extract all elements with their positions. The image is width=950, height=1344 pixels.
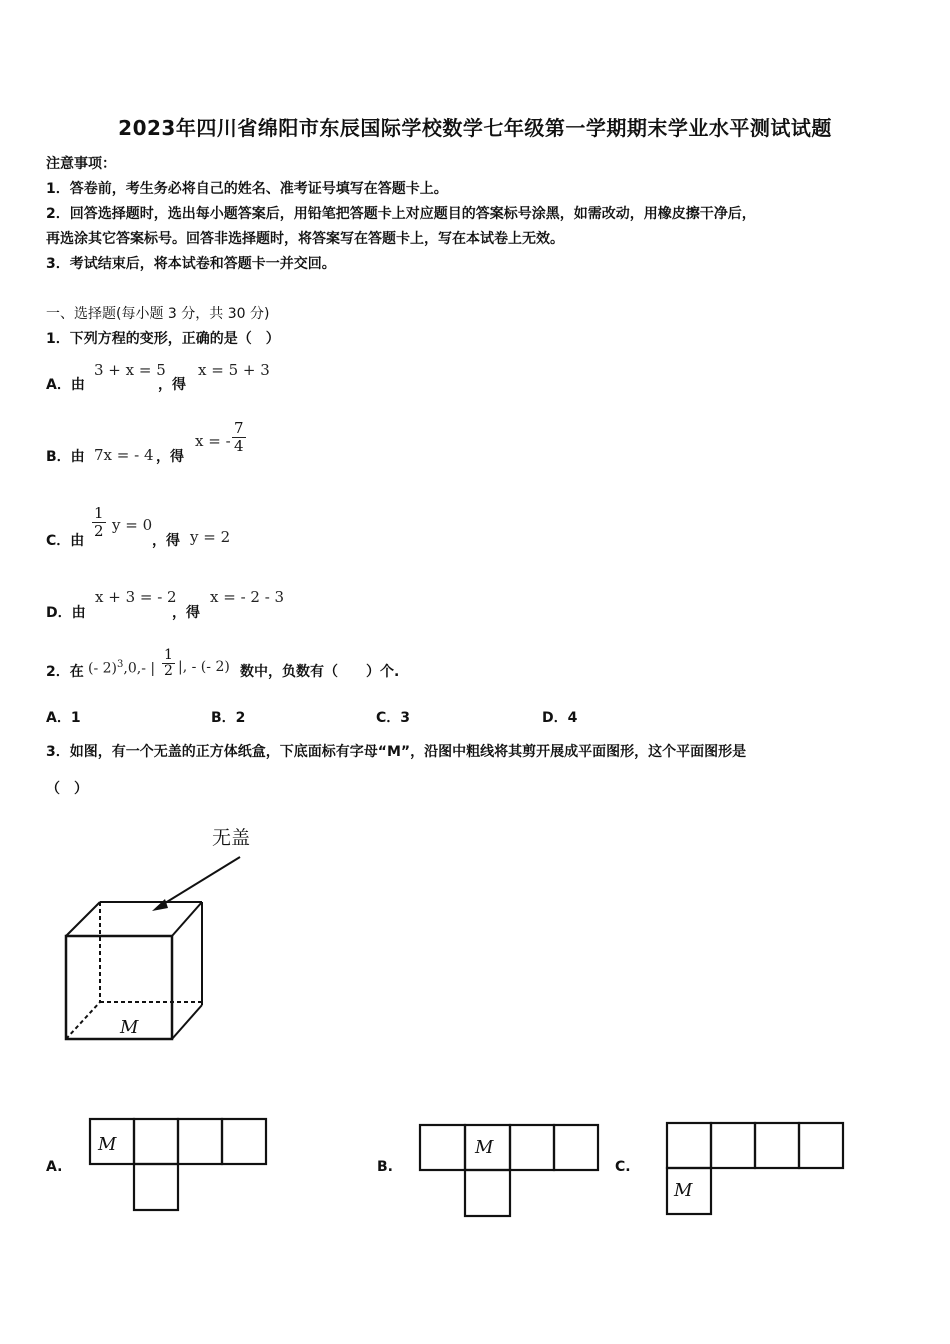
net-square — [134, 1119, 178, 1164]
q1-option-d-mid: ，得 — [172, 605, 200, 621]
net-letter: M — [98, 1134, 117, 1155]
notice-item: 3．考试结束后，将本试卷和答题卡一并交回。 — [46, 256, 336, 272]
q1-option-b-fraction — [232, 420, 246, 454]
cube-edge — [172, 1005, 202, 1039]
q1-option-d-eq2: x = - 2 - 3 — [210, 588, 285, 606]
q1-option-a-eq1: 3 + x = 5 — [94, 361, 166, 379]
q2-option: B．2 — [211, 710, 246, 726]
net-square — [799, 1123, 843, 1168]
fraction-denominator: 2 — [164, 663, 173, 680]
no-lid-label: 无盖 — [212, 827, 251, 849]
cube-hidden-edge — [66, 1002, 100, 1039]
q3-stem: 3．如图，有一个无盖的正方体纸盒，下底面标有字母“M”，沿图中粗线将其剪开展成平面图形，这个平面图形是 — [46, 744, 747, 760]
net-option-c — [665, 1120, 849, 1220]
q1-option-a-label: A．由 — [46, 377, 85, 393]
fraction-denominator: 2 — [94, 521, 104, 540]
q1-option-b-eq1: 7x = - 4 — [94, 446, 154, 464]
cube-edge — [66, 902, 100, 936]
q2-prefix: 2．在 — [46, 664, 84, 680]
net-letter: M — [475, 1137, 494, 1158]
q1-option-c-label: C．由 — [46, 533, 85, 549]
q1-option-b-mid: ，得 — [156, 449, 184, 465]
q1-stem: 1．下列方程的变形，正确的是（ ） — [46, 331, 280, 347]
q2-expr-part: ,0,- | — [123, 660, 156, 677]
open-cube-figure — [40, 815, 300, 1055]
q1-option-c-fraction — [92, 505, 106, 539]
q2-expr-part: (- 2) — [88, 660, 118, 677]
net-square — [667, 1123, 711, 1168]
arrow-line — [157, 857, 240, 908]
q1-option-b-lhs: x = - — [195, 432, 231, 450]
net-square — [510, 1125, 554, 1170]
net-letter: M — [674, 1180, 693, 1201]
q2-expr-part: |, - (- 2) — [178, 659, 230, 675]
net-square — [465, 1170, 510, 1216]
q2-exponent: 3 — [117, 659, 124, 670]
net-square — [554, 1125, 598, 1170]
fraction-numerator: 7 — [234, 419, 244, 437]
fraction-numerator: 1 — [164, 647, 173, 663]
net-option-b — [418, 1122, 602, 1222]
q2-suffix: 数中，负数有（ ）个. — [240, 664, 400, 680]
notice-item: 2．回答选择题时，选出每小题答案后，用铅笔把答题卡上对应题目的答案标号涂黑，如需改动，用橡皮擦干净后， — [46, 206, 756, 222]
cube-front-face — [66, 936, 172, 1039]
fraction-numerator: 1 — [94, 504, 104, 522]
net-square — [755, 1123, 799, 1168]
q2-option: C．3 — [376, 710, 411, 726]
q2-expression — [88, 659, 155, 677]
q2-option: A．1 — [46, 710, 81, 726]
q3-option-label: B. — [377, 1159, 393, 1175]
q1-option-a-eq2: x = 5 + 3 — [198, 361, 270, 379]
net-square — [420, 1125, 465, 1170]
net-square — [178, 1119, 222, 1164]
q1-option-c-mid: ，得 — [152, 533, 180, 549]
q3-stem-end: （ ） — [46, 781, 88, 797]
section-heading: 一、选择题(每小题 3 分，共 30 分) — [46, 306, 270, 322]
q1-option-c-eq2: y = 2 — [190, 528, 231, 546]
net-square — [711, 1123, 755, 1168]
arrow-head-icon — [152, 899, 168, 911]
q3-option-label: A. — [46, 1159, 63, 1175]
cube-edge — [172, 902, 202, 936]
q2-option: D．4 — [542, 710, 578, 726]
bottom-letter: M — [120, 1017, 139, 1038]
q3-option-label: C. — [615, 1159, 631, 1175]
notice-item: 1．答卷前，考生务必将自己的姓名、准考证号填写在答题卡上。 — [46, 181, 448, 197]
net-square — [134, 1164, 178, 1210]
notice-heading: 注意事项： — [46, 156, 116, 172]
notice-item: 再选涂其它答案标号。回答非选择题时，将答案写在答题卡上，写在本试卷上无效。 — [46, 231, 564, 247]
net-option-a — [88, 1116, 272, 1216]
net-square — [222, 1119, 266, 1164]
page-title: 2023年四川省绵阳市东辰国际学校数学七年级第一学期期末学业水平测试试题 — [118, 116, 832, 140]
fraction-denominator: 4 — [234, 436, 244, 455]
q1-option-c-eq1: y = 0 — [112, 516, 153, 534]
q1-option-d-label: D．由 — [46, 605, 86, 621]
q1-option-b-label: B．由 — [46, 449, 85, 465]
q1-option-a-mid: ，得 — [158, 377, 186, 393]
q2-fraction — [162, 648, 175, 680]
q1-option-d-eq1: x + 3 = - 2 — [95, 588, 177, 606]
